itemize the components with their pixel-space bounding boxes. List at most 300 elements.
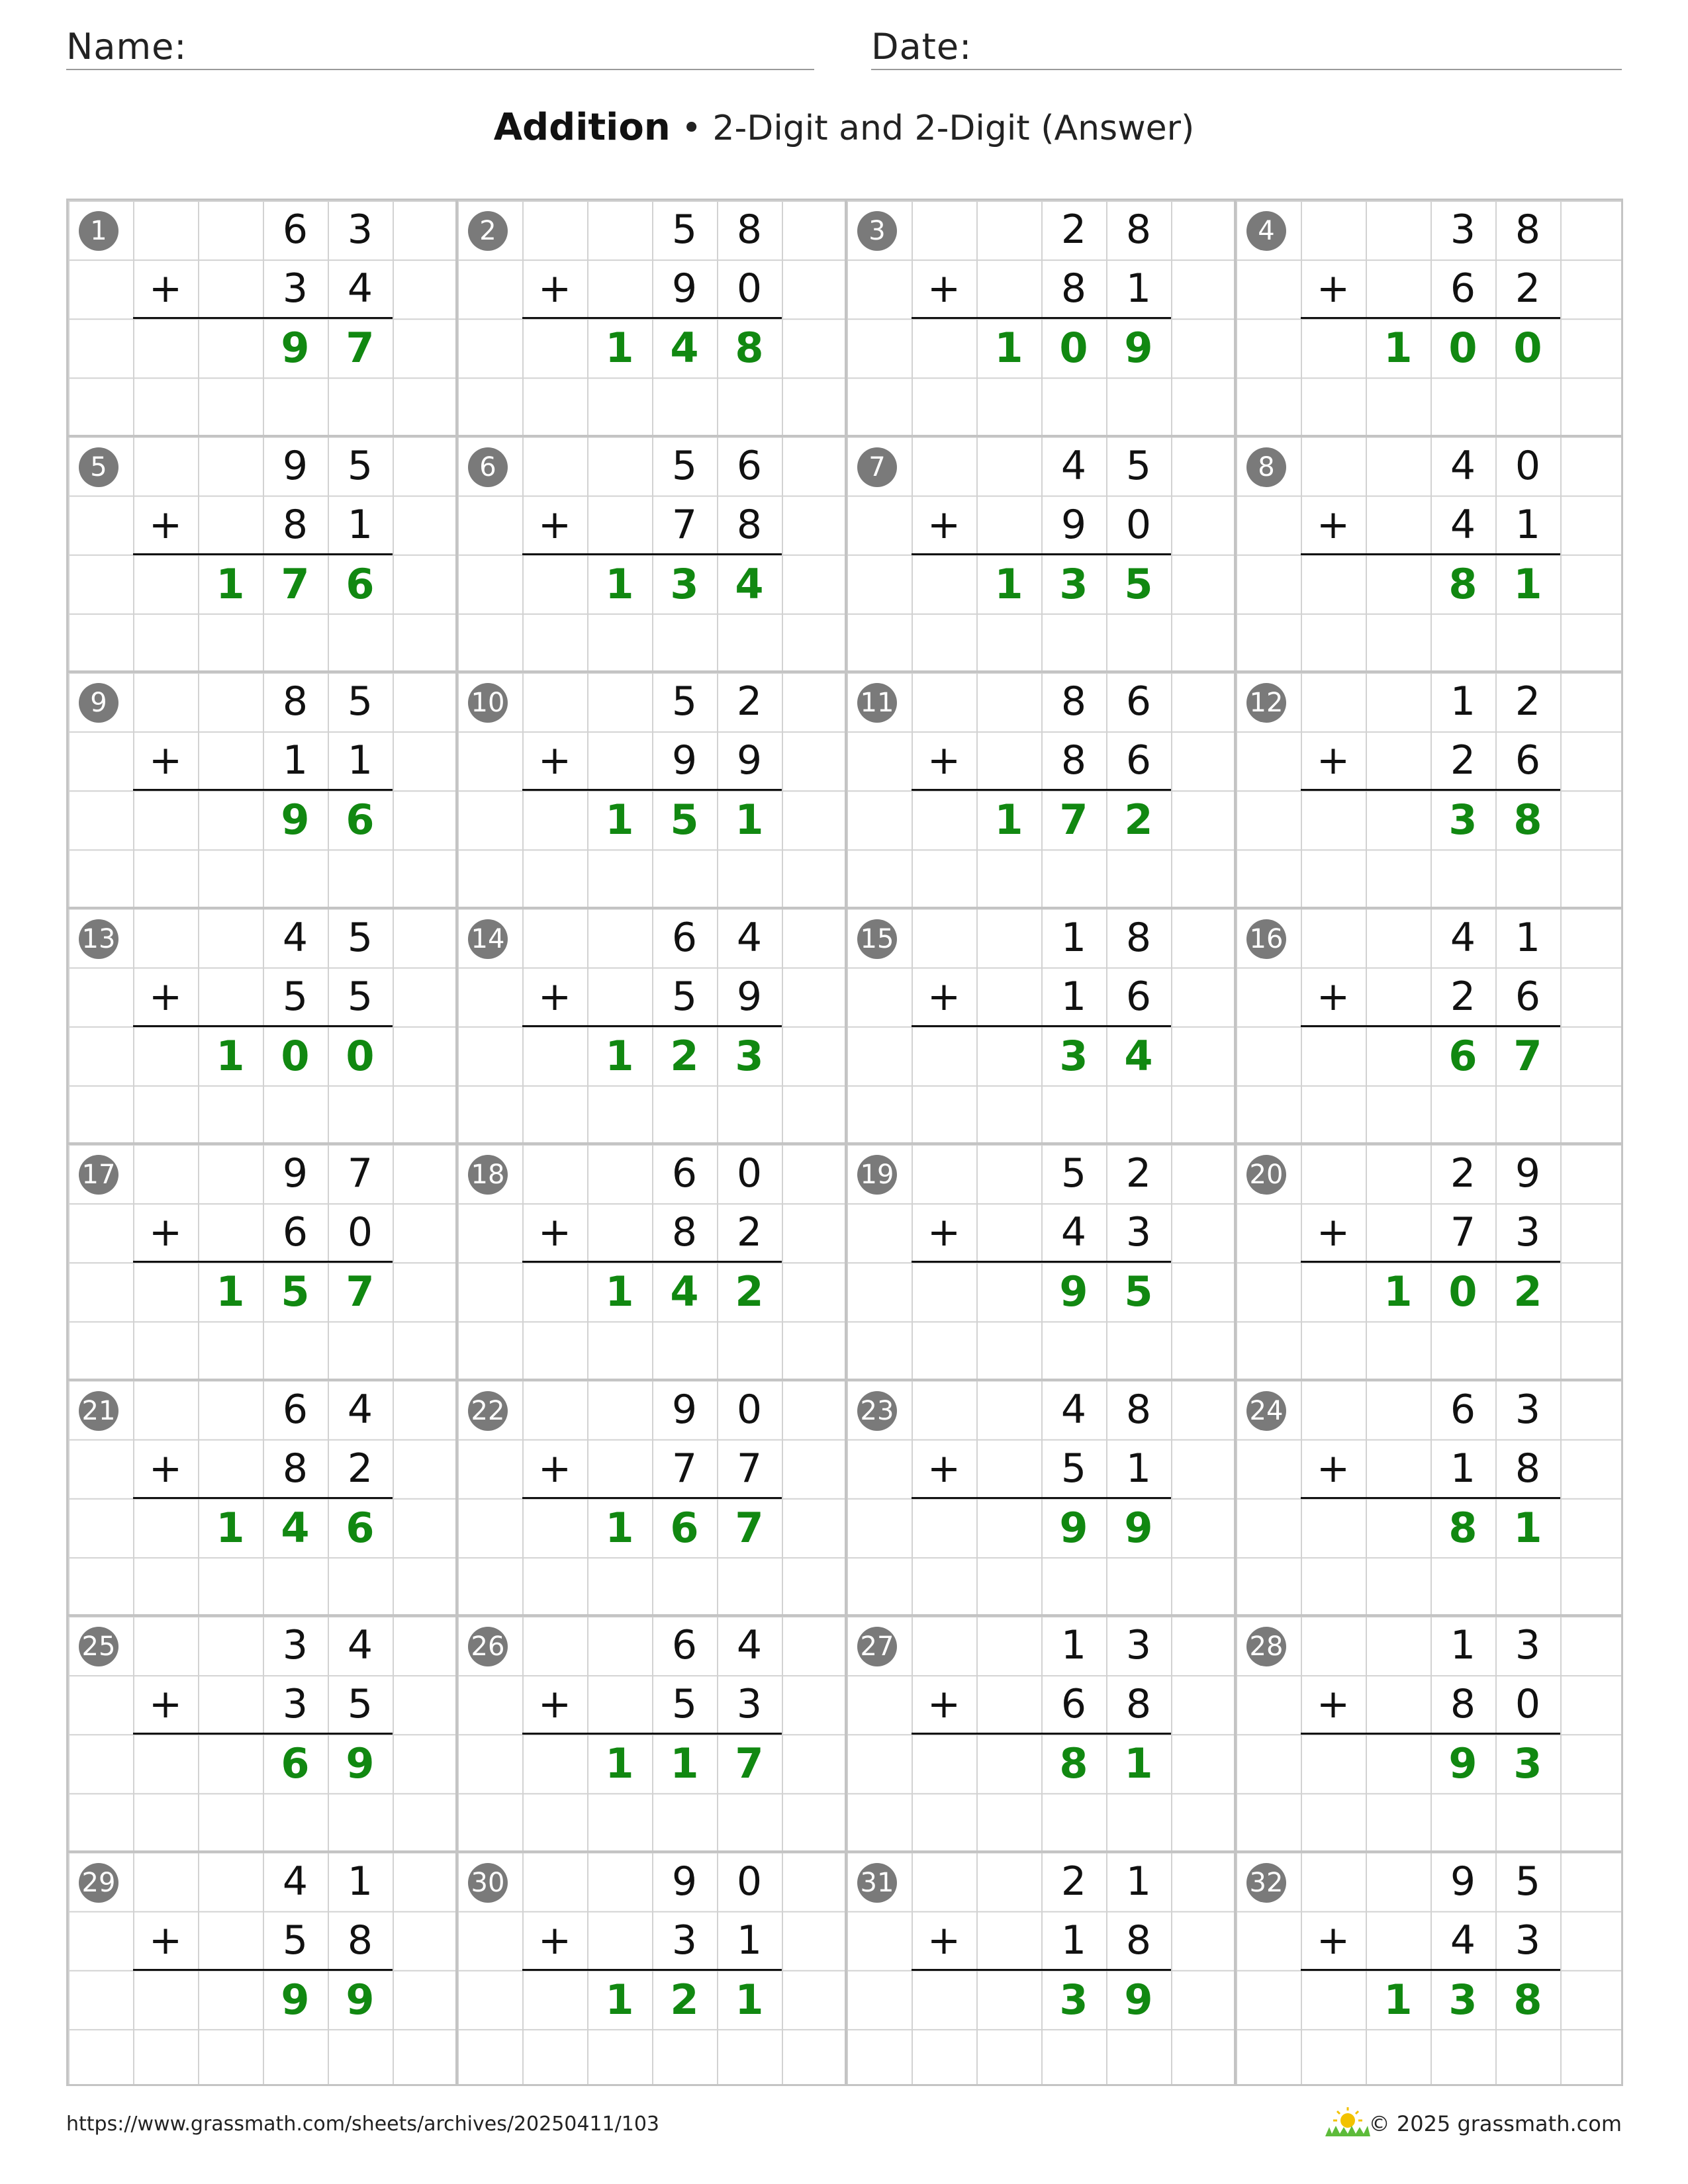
problem-8 [1236,437,1625,673]
answer-ones-digit: 9 [346,1975,375,2024]
problem-number-badge: 20 [1246,1155,1286,1195]
answer-hundreds-digit: 1 [1383,324,1413,372]
answer-tens-digit: 3 [670,559,699,608]
plus-sign: + [538,737,572,784]
problem-31 [847,1852,1236,2089]
plus-sign: + [538,1681,572,1727]
answer-ones-digit: 6 [346,796,375,844]
plus-sign: + [148,1917,183,1964]
addend1-ones-digit: 5 [347,442,373,489]
answer-ones-digit: 7 [1513,1031,1542,1080]
answer-ones-digit: 0 [346,1031,375,1080]
addend1-tens-digit: 9 [1450,1858,1476,1905]
problem-number-badge: 10 [468,683,508,723]
plus-sign: + [1316,973,1350,1020]
answer-hundreds-digit: 1 [1383,1267,1413,1316]
answer-ones-digit: 0 [1513,324,1542,372]
answer-tens-digit: 9 [281,796,310,844]
plus-sign: + [1316,265,1350,312]
answer-tens-digit: 3 [1059,1031,1088,1080]
plus-sign: + [538,1917,572,1964]
addend2-tens-digit: 3 [671,1917,698,1964]
answer-ones-digit: 8 [735,324,764,372]
addend1-tens-digit: 6 [671,1150,698,1197]
answer-tens-digit: 9 [281,1975,310,2024]
addend2-ones-digit: 0 [1125,501,1152,548]
plus-sign: + [1316,501,1350,548]
answer-tens-digit: 6 [281,1739,310,1788]
problem-number-badge: 23 [857,1391,897,1431]
problem-number-badge: 18 [468,1155,508,1195]
addend1-ones-digit: 3 [1515,1386,1541,1433]
problem-number-badge: 30 [468,1863,508,1903]
addend2-tens-digit: 8 [1450,1681,1476,1727]
addend2-ones-digit: 8 [1125,1681,1152,1727]
problem-number-badge: 16 [1246,919,1286,959]
problem-3 [847,201,1236,437]
problem-number-badge: 11 [857,683,897,723]
addend1-ones-digit: 8 [1125,914,1152,961]
problem-number-badge: 17 [79,1155,118,1195]
addend1-ones-digit: 0 [736,1150,763,1197]
addend2-tens-digit: 1 [282,737,308,784]
answer-ones-digit: 5 [1124,559,1153,608]
addend1-ones-digit: 9 [1515,1150,1541,1197]
answer-tens-digit: 9 [1448,1739,1477,1788]
addend2-tens-digit: 6 [282,1209,308,1255]
addend2-ones-digit: 8 [347,1917,373,1964]
problem-number-badge: 15 [857,919,897,959]
plus-sign: + [148,1681,183,1727]
addend2-tens-digit: 6 [1450,265,1476,312]
answer-ones-digit: 8 [1513,1975,1542,2024]
date-field[interactable] [871,26,1622,70]
addend1-ones-digit: 5 [1125,442,1152,489]
answer-tens-digit: 4 [281,1503,310,1552]
plus-sign: + [927,973,961,1020]
addend2-ones-digit: 1 [347,737,373,784]
addend1-tens-digit: 6 [282,206,308,253]
answer-ones-digit: 7 [735,1739,764,1788]
addend2-ones-digit: 7 [736,1445,763,1492]
addend2-ones-digit: 0 [1515,1681,1541,1727]
addend2-ones-digit: 6 [1125,737,1152,784]
addend1-tens-digit: 6 [1450,1386,1476,1433]
problem-19 [847,1144,1236,1381]
addend2-ones-digit: 1 [736,1917,763,1964]
answer-tens-digit: 6 [670,1503,699,1552]
addend2-tens-digit: 7 [1450,1209,1476,1255]
answer-ones-digit: 1 [1513,559,1542,608]
addend1-tens-digit: 3 [282,1622,308,1668]
addend2-tens-digit: 2 [1450,973,1476,1020]
addend1-ones-digit: 6 [736,442,763,489]
addend1-tens-digit: 2 [1450,1150,1476,1197]
answer-hundreds-digit: 1 [605,796,634,844]
answer-hundreds-digit: 1 [216,1267,245,1316]
answer-hundreds-digit: 1 [1383,1975,1413,2024]
addend1-ones-digit: 4 [736,1622,763,1668]
addend2-ones-digit: 3 [1125,1209,1152,1255]
addend1-tens-digit: 4 [282,1858,308,1905]
addend2-tens-digit: 8 [1060,737,1087,784]
answer-ones-digit: 7 [346,324,375,372]
answer-hundreds-digit: 1 [605,1975,634,2024]
addend1-ones-digit: 0 [736,1858,763,1905]
addend1-tens-digit: 5 [671,206,698,253]
plus-sign: + [538,501,572,548]
answer-ones-digit: 9 [1124,1975,1153,2024]
answer-hundreds-digit: 1 [216,1031,245,1080]
addend2-tens-digit: 8 [671,1209,698,1255]
plus-sign: + [148,1209,183,1255]
addend1-ones-digit: 8 [1125,206,1152,253]
answer-tens-digit: 5 [281,1267,310,1316]
addend1-tens-digit: 4 [1060,442,1087,489]
answer-tens-digit: 3 [1448,1975,1477,2024]
answer-tens-digit: 7 [281,559,310,608]
answer-hundreds-digit: 1 [605,324,634,372]
addend2-tens-digit: 1 [1450,1445,1476,1492]
plus-sign: + [927,1917,961,1964]
problem-10 [457,672,847,909]
plus-sign: + [1316,1209,1350,1255]
addend1-ones-digit: 7 [347,1150,373,1197]
addend2-tens-digit: 8 [282,1445,308,1492]
addend1-ones-digit: 5 [347,914,373,961]
answer-hundreds-digit: 1 [994,324,1023,372]
problem-28 [1236,1616,1625,1852]
answer-tens-digit: 9 [281,324,310,372]
answer-tens-digit: 3 [1059,559,1088,608]
addend1-ones-digit: 4 [347,1622,373,1668]
answer-ones-digit: 9 [346,1739,375,1788]
addend1-ones-digit: 6 [1125,678,1152,725]
answer-tens-digit: 1 [670,1739,699,1788]
problem-number-badge: 22 [468,1391,508,1431]
plus-sign: + [148,973,183,1020]
title-sub: • 2-Digit and 2-Digit (Answer) [670,109,1195,148]
plus-sign: + [538,1445,572,1492]
addend2-tens-digit: 5 [671,973,698,1020]
addend2-ones-digit: 9 [736,737,763,784]
addend1-tens-digit: 5 [671,678,698,725]
addend2-tens-digit: 6 [1060,1681,1087,1727]
addend2-tens-digit: 9 [671,265,698,312]
addend1-tens-digit: 4 [1450,442,1476,489]
problem-2 [457,201,847,437]
plus-sign: + [1316,1917,1350,1964]
problem-number-badge: 29 [79,1863,118,1903]
addend2-tens-digit: 9 [1060,501,1087,548]
addend2-tens-digit: 5 [282,1917,308,1964]
problem-4 [1236,201,1625,437]
answer-ones-digit: 8 [1513,796,1542,844]
plus-sign: + [1316,1445,1350,1492]
problem-number-badge: 26 [468,1627,508,1666]
addend2-ones-digit: 3 [736,1681,763,1727]
plus-sign: + [927,501,961,548]
problem-7 [847,437,1236,673]
addend2-ones-digit: 2 [347,1445,373,1492]
addend1-ones-digit: 5 [347,678,373,725]
addend2-tens-digit: 2 [1450,737,1476,784]
problem-number-badge: 32 [1246,1863,1286,1903]
answer-tens-digit: 6 [1448,1031,1477,1080]
problem-16 [1236,909,1625,1145]
problem-1 [68,201,457,437]
problem-5 [68,437,457,673]
problem-number-badge: 8 [1246,447,1286,487]
worksheet-title [0,106,1688,149]
problem-number-badge: 9 [79,683,118,723]
problem-12 [1236,672,1625,909]
addend2-ones-digit: 8 [1515,1445,1541,1492]
answer-hundreds-digit: 1 [216,1503,245,1552]
addend1-ones-digit: 8 [1125,1386,1152,1433]
addend2-ones-digit: 5 [347,1681,373,1727]
addend1-tens-digit: 6 [671,1622,698,1668]
addend2-ones-digit: 6 [1515,973,1541,1020]
addend2-ones-digit: 8 [736,501,763,548]
addend2-ones-digit: 0 [736,265,763,312]
answer-tens-digit: 2 [670,1031,699,1080]
addend1-ones-digit: 0 [736,1386,763,1433]
addend2-tens-digit: 7 [671,501,698,548]
addend1-ones-digit: 4 [736,914,763,961]
addend1-ones-digit: 1 [1515,914,1541,961]
problem-number-badge: 5 [79,447,118,487]
plus-sign: + [927,265,961,312]
answer-hundreds-digit: 1 [605,1031,634,1080]
addend2-ones-digit: 1 [1125,265,1152,312]
addend1-ones-digit: 1 [347,1858,373,1905]
addend1-tens-digit: 9 [282,442,308,489]
answer-tens-digit: 8 [1059,1739,1088,1788]
problem-number-badge: 27 [857,1627,897,1666]
addend1-ones-digit: 1 [1125,1858,1152,1905]
problem-number-badge: 12 [1246,683,1286,723]
addend2-ones-digit: 1 [1125,1445,1152,1492]
addend1-ones-digit: 2 [1515,678,1541,725]
problem-11 [847,672,1236,909]
addend1-tens-digit: 5 [671,442,698,489]
answer-hundreds-digit: 1 [605,1503,634,1552]
addend1-tens-digit: 1 [1450,678,1476,725]
addend1-ones-digit: 2 [736,678,763,725]
name-field[interactable] [66,26,814,70]
answer-hundreds-digit: 1 [216,559,245,608]
addend2-tens-digit: 1 [1060,1917,1087,1964]
problem-25 [68,1616,457,1852]
problem-23 [847,1381,1236,1617]
addend2-tens-digit: 4 [1450,501,1476,548]
addend1-tens-digit: 1 [1060,914,1087,961]
answer-hundreds-digit: 1 [605,1267,634,1316]
addend2-ones-digit: 2 [1515,265,1541,312]
problem-number-badge: 4 [1246,211,1286,251]
addend1-ones-digit: 4 [347,1386,373,1433]
answer-ones-digit: 1 [735,796,764,844]
problem-21 [68,1381,457,1617]
addend1-ones-digit: 2 [1125,1150,1152,1197]
addend1-tens-digit: 4 [282,914,308,961]
answer-tens-digit: 0 [281,1031,310,1080]
answer-ones-digit: 1 [1513,1503,1542,1552]
problem-9 [68,672,457,909]
answer-ones-digit: 7 [346,1267,375,1316]
problem-24 [1236,1381,1625,1617]
answer-ones-digit: 4 [1124,1031,1153,1080]
answer-ones-digit: 6 [346,559,375,608]
plus-sign: + [1316,1681,1350,1727]
answer-tens-digit: 0 [1448,1267,1477,1316]
problem-number-badge: 24 [1246,1391,1286,1431]
answer-tens-digit: 5 [670,796,699,844]
plus-sign: + [927,1445,961,1492]
answer-hundreds-digit: 1 [994,559,1023,608]
addend2-tens-digit: 1 [1060,973,1087,1020]
answer-hundreds-digit: 1 [605,1739,634,1788]
problem-32 [1236,1852,1625,2089]
grass-sun-logo-icon [1324,2105,1372,2138]
addend2-tens-digit: 4 [1060,1209,1087,1255]
addend1-ones-digit: 3 [1125,1622,1152,1668]
plus-sign: + [927,1209,961,1255]
answer-ones-digit: 6 [346,1503,375,1552]
addend1-ones-digit: 8 [736,206,763,253]
answer-tens-digit: 3 [1059,1975,1088,2024]
addend2-tens-digit: 3 [282,265,308,312]
addend2-ones-digit: 0 [347,1209,373,1255]
addend1-tens-digit: 4 [1450,914,1476,961]
addend1-tens-digit: 9 [671,1386,698,1433]
addend1-tens-digit: 8 [1060,678,1087,725]
answer-tens-digit: 9 [1059,1503,1088,1552]
problem-number-badge: 28 [1246,1627,1286,1666]
addend2-ones-digit: 8 [1125,1917,1152,1964]
plus-sign: + [148,737,183,784]
problem-17 [68,1144,457,1381]
addend1-ones-digit: 3 [1515,1622,1541,1668]
answer-ones-digit: 1 [1124,1739,1153,1788]
problem-30 [457,1852,847,2089]
plus-sign: + [148,265,183,312]
addend1-ones-digit: 8 [1515,206,1541,253]
problem-number-badge: 2 [468,211,508,251]
answer-hundreds-digit: 1 [994,796,1023,844]
answer-tens-digit: 4 [670,1267,699,1316]
problem-number-badge: 31 [857,1863,897,1903]
addend2-tens-digit: 7 [671,1445,698,1492]
answer-ones-digit: 3 [1513,1739,1542,1788]
answer-ones-digit: 3 [735,1031,764,1080]
problem-number-badge: 6 [468,447,508,487]
addend1-ones-digit: 3 [347,206,373,253]
addend2-ones-digit: 3 [1515,1917,1541,1964]
footer-url[interactable]: https://www.grassmath.com/sheets/archives/20250411/103 [66,2113,660,2136]
answer-tens-digit: 2 [670,1975,699,2024]
answer-tens-digit: 9 [1059,1267,1088,1316]
plus-sign: + [148,501,183,548]
answer-ones-digit: 2 [1124,796,1153,844]
addend2-ones-digit: 1 [347,501,373,548]
addend1-tens-digit: 6 [282,1386,308,1433]
problem-14 [457,909,847,1145]
problem-number-badge: 13 [79,919,118,959]
addend1-tens-digit: 3 [1450,206,1476,253]
addend2-ones-digit: 6 [1515,737,1541,784]
problem-20 [1236,1144,1625,1381]
plus-sign: + [538,265,572,312]
problem-26 [457,1616,847,1852]
addend1-tens-digit: 4 [1060,1386,1087,1433]
addend2-ones-digit: 1 [1515,501,1541,548]
addend2-ones-digit: 6 [1125,973,1152,1020]
addend2-tens-digit: 5 [282,973,308,1020]
date-label: Date: [871,26,972,68]
answer-tens-digit: 0 [1448,324,1477,372]
problem-number-badge: 1 [79,211,118,251]
problem-number-badge: 19 [857,1155,897,1195]
problem-29 [68,1852,457,2089]
addend1-ones-digit: 5 [1515,1858,1541,1905]
problem-number-badge: 7 [857,447,897,487]
plus-sign: + [1316,737,1350,784]
problem-number-badge: 21 [79,1391,118,1431]
problem-number-badge: 14 [468,919,508,959]
plus-sign: + [538,1209,572,1255]
problem-6 [457,437,847,673]
addend2-ones-digit: 9 [736,973,763,1020]
addend2-tens-digit: 9 [671,737,698,784]
answer-ones-digit: 1 [735,1975,764,2024]
addend2-tens-digit: 8 [1060,265,1087,312]
answer-tens-digit: 8 [1448,1503,1477,1552]
answer-ones-digit: 9 [1124,324,1153,372]
addend1-tens-digit: 1 [1060,1622,1087,1668]
addend1-tens-digit: 5 [1060,1150,1087,1197]
problem-15 [847,909,1236,1145]
addend1-tens-digit: 1 [1450,1622,1476,1668]
addend1-tens-digit: 2 [1060,1858,1087,1905]
answer-ones-digit: 5 [1124,1267,1153,1316]
answer-ones-digit: 2 [735,1267,764,1316]
addend2-tens-digit: 4 [1450,1917,1476,1964]
addend1-tens-digit: 9 [282,1150,308,1197]
plus-sign: + [538,973,572,1020]
problem-13 [68,909,457,1145]
addend2-ones-digit: 2 [736,1209,763,1255]
footer-copyright: © 2025 grassmath.com [1368,2111,1622,2136]
plus-sign: + [148,1445,183,1492]
addend2-tens-digit: 3 [282,1681,308,1727]
addend2-tens-digit: 8 [282,501,308,548]
addend1-tens-digit: 2 [1060,206,1087,253]
plus-sign: + [927,1681,961,1727]
problem-grid [66,199,1623,2086]
addend2-ones-digit: 5 [347,973,373,1020]
addend1-tens-digit: 6 [671,914,698,961]
answer-tens-digit: 3 [1448,796,1477,844]
addend1-tens-digit: 8 [282,678,308,725]
plus-sign: + [927,737,961,784]
answer-ones-digit: 4 [735,559,764,608]
answer-ones-digit: 7 [735,1503,764,1552]
addend2-tens-digit: 5 [671,1681,698,1727]
name-label: Name: [66,26,187,68]
problem-number-badge: 3 [857,211,897,251]
